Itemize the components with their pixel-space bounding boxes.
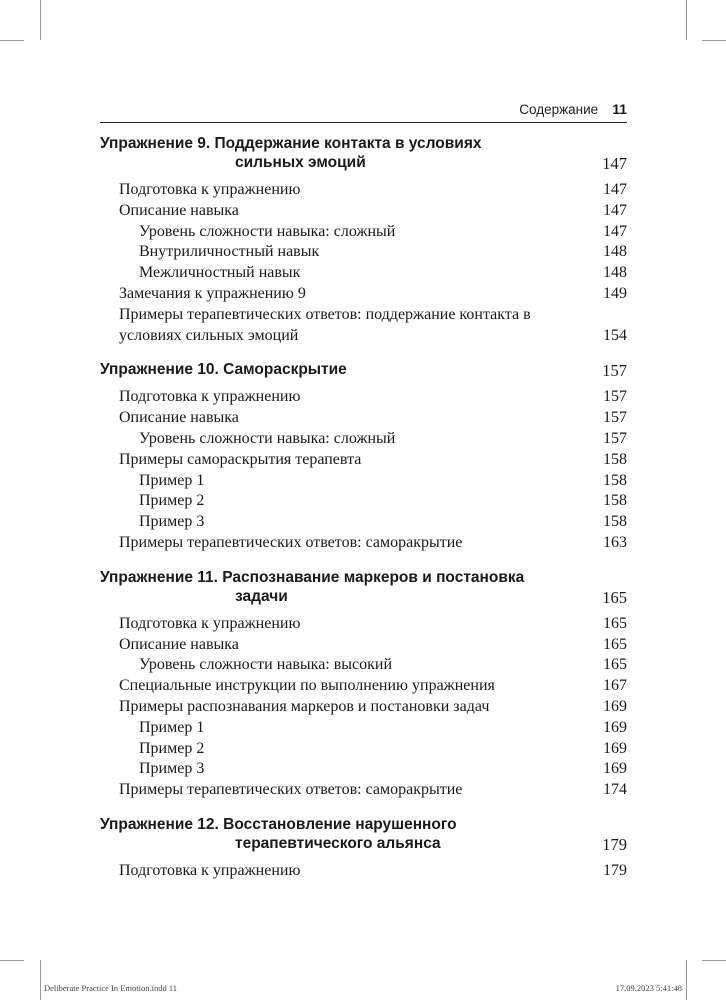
- toc-entries: [100, 180, 627, 346]
- entry-text: Пример 1: [139, 471, 205, 489]
- toc-entries: [100, 861, 627, 882]
- toc-subentry[interactable]: [100, 759, 627, 780]
- toc-entry[interactable]: [100, 387, 627, 408]
- entry-text: Примеры терапевтических ответов: саморакрытие: [119, 533, 463, 551]
- toc-subentry[interactable]: [100, 739, 627, 760]
- chapter-page: 165: [602, 587, 627, 607]
- toc-subentry[interactable]: [100, 263, 627, 284]
- entry-page: 148: [603, 243, 627, 261]
- chapter-page: 147: [602, 154, 627, 173]
- chapter-title-continued: задачи: [235, 587, 288, 605]
- footer-file: Deliberate Practice In Emotion.indd 11: [44, 983, 178, 993]
- entry-text: Примеры терапевтических ответов: поддержание контакта в условиях сильных эмоций: [119, 305, 531, 344]
- toc-entry[interactable]: [100, 284, 627, 305]
- toc-entry[interactable]: [100, 676, 627, 697]
- toc-entry[interactable]: [100, 780, 627, 801]
- crop-mark: [686, 0, 687, 40]
- entry-page: 148: [603, 264, 627, 282]
- entry-text: Подготовка к упражнению: [119, 388, 301, 406]
- entry-text: Подготовка к упражнению: [119, 614, 301, 632]
- entry-text: Замечания к упражнению 9: [119, 284, 306, 302]
- header-title: Содержание: [519, 102, 599, 117]
- entry-page: 169: [603, 718, 627, 736]
- toc-entry[interactable]: [100, 533, 627, 554]
- entry-page: 158: [603, 450, 627, 468]
- crop-mark: [686, 960, 687, 1000]
- toc-entries: [100, 387, 627, 553]
- toc-subentry[interactable]: [100, 655, 627, 676]
- entry-text: Пример 2: [139, 492, 205, 510]
- entry-page: 157: [603, 409, 627, 427]
- entry-page: 179: [603, 861, 627, 879]
- toc-entry[interactable]: [100, 614, 627, 635]
- toc-chapter-9[interactable]: [100, 134, 627, 172]
- entry-text: Примеры терапевтических ответов: саморакрытие: [119, 781, 463, 799]
- toc-subentry[interactable]: [100, 222, 627, 243]
- entry-page: 167: [603, 677, 627, 695]
- header-rule: [100, 122, 627, 123]
- toc-entries: [100, 614, 627, 801]
- entry-page: 169: [603, 739, 627, 757]
- chapter-title: Упражнение 11. Распознавание маркеров и постановка: [100, 568, 525, 586]
- chapter-page: 157: [602, 361, 627, 381]
- entry-page: 154: [603, 326, 627, 344]
- entry-text: Пример 1: [139, 718, 205, 736]
- entry-text: Подготовка к упражнению: [119, 181, 301, 198]
- toc-entry[interactable]: [100, 635, 627, 656]
- entry-page: 169: [603, 760, 627, 778]
- crop-mark: [702, 960, 726, 961]
- entry-page: 174: [603, 781, 627, 799]
- chapter-page: 179: [602, 834, 627, 854]
- entry-page: 147: [603, 222, 627, 240]
- entry-page: 147: [603, 181, 627, 198]
- entry-text: Описание навыка: [119, 201, 239, 219]
- entry-page: 163: [603, 533, 627, 551]
- entry-page: 165: [603, 635, 627, 653]
- entry-text: Внутриличностный навык: [139, 243, 320, 261]
- crop-mark: [40, 0, 41, 40]
- entry-text: Примеры самораскрытия терапевта: [119, 450, 362, 468]
- entry-text: Описание навыка: [119, 409, 239, 427]
- entry-page: 158: [603, 492, 627, 510]
- toc-subentry[interactable]: [100, 718, 627, 739]
- toc-subentry[interactable]: [100, 491, 627, 512]
- entry-page: 158: [603, 471, 627, 489]
- toc-entry[interactable]: [100, 305, 627, 347]
- entry-page: 149: [603, 284, 627, 302]
- entry-text: Пример 3: [139, 513, 205, 531]
- toc-subentry[interactable]: [100, 429, 627, 450]
- entry-page: 158: [603, 513, 627, 531]
- entry-text: Пример 2: [139, 739, 205, 757]
- entry-text: Уровень сложности навыка: сложный: [139, 222, 396, 240]
- toc-entry[interactable]: [100, 697, 627, 718]
- crop-mark: [40, 960, 41, 1000]
- entry-text: Примеры распознавания маркеров и постановки задач: [119, 697, 490, 715]
- running-header: [100, 101, 627, 117]
- entry-text: Межличностный навык: [139, 264, 301, 282]
- entry-page: 169: [603, 697, 627, 715]
- chapter-title: Упражнение 10. Самораскрытие: [100, 361, 347, 379]
- entry-text: Подготовка к упражнению: [119, 861, 301, 879]
- entry-text: Описание навыка: [119, 635, 239, 653]
- entry-page: 147: [603, 201, 627, 219]
- toc-subentry[interactable]: [100, 242, 627, 263]
- toc-chapter-11[interactable]: [100, 568, 627, 606]
- header-page-number: 11: [612, 101, 627, 117]
- toc-chapter-12[interactable]: [100, 815, 627, 853]
- crop-mark: [702, 40, 726, 41]
- toc-subentry[interactable]: [100, 512, 627, 533]
- toc-entry[interactable]: [100, 408, 627, 429]
- chapter-title: Упражнение 9. Поддержание контакта в условиях: [100, 135, 482, 152]
- entry-page: 165: [603, 614, 627, 632]
- table-of-contents: [100, 134, 627, 894]
- toc-subentry[interactable]: [100, 471, 627, 492]
- toc-entry[interactable]: [100, 861, 627, 882]
- entry-text: Специальные инструкции по выполнению упражнения: [119, 677, 495, 695]
- entry-page: 157: [603, 429, 627, 447]
- entry-page: 165: [603, 656, 627, 674]
- toc-chapter-10[interactable]: [100, 360, 627, 379]
- chapter-title-continued: терапевтического альянса: [235, 834, 441, 852]
- crop-mark: [0, 960, 24, 961]
- toc-entry[interactable]: [100, 450, 627, 471]
- entry-page: 157: [603, 388, 627, 406]
- toc-entry[interactable]: [100, 201, 627, 222]
- entry-text: Уровень сложности навыка: высокий: [139, 656, 393, 674]
- chapter-title-continued: сильных эмоций: [235, 154, 366, 171]
- chapter-title: Упражнение 12. Восстановление нарушенного: [100, 815, 457, 833]
- footer-timestamp: 17.09.2023 5:41:48: [615, 983, 682, 993]
- toc-entry[interactable]: [100, 180, 627, 201]
- entry-text: Уровень сложности навыка: сложный: [139, 429, 396, 447]
- crop-mark: [0, 40, 24, 41]
- entry-text: Пример 3: [139, 760, 205, 778]
